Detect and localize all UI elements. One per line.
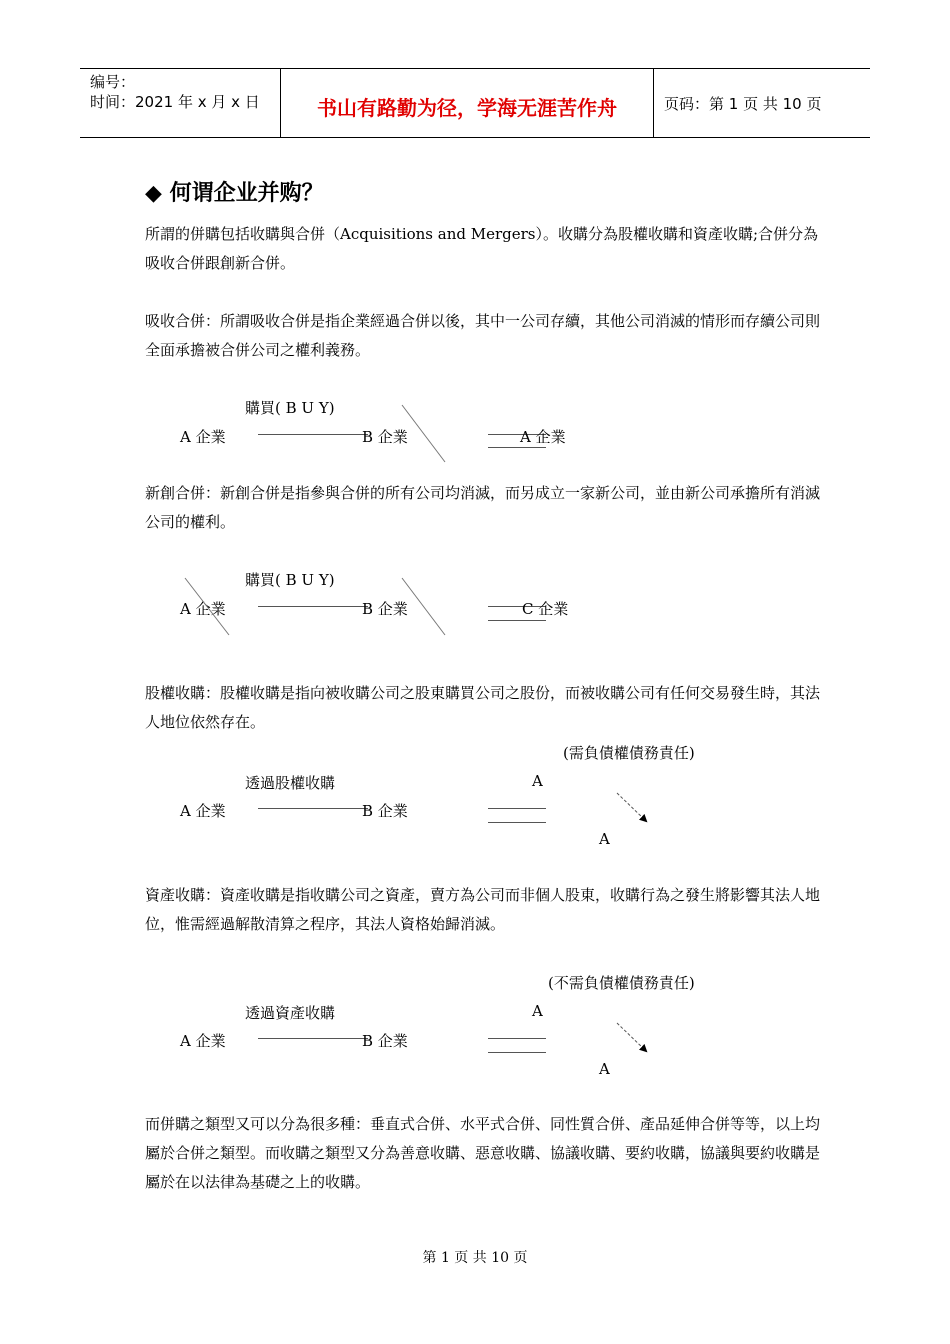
new-paragraph: 新創合併：新創合併是指參與合併的所有公司均消滅，而另成立一家新公司，並由新公司承擔所有消滅公司的權利。 bbox=[145, 484, 821, 531]
types-paragraph: 而併購之類型又可以分為很多種：垂直式合併、水平式合併、同性質合併、產品延伸合併等等，以上均屬於合併之類型。而收購之類型又分為善意收購、惡意收購、協議收購、要約收購，協議與要約收購是屬於在以法律為基礎之上的收購。 bbox=[145, 1115, 821, 1191]
d3-top: A bbox=[532, 772, 543, 790]
number-label: 编号： bbox=[90, 73, 136, 91]
equity-paragraph: 股權收購：股權收購是指向被收購公司之股東購買公司之股份，而被收購公司有任何交易發生時，其法人地位依然存在。 bbox=[145, 684, 821, 731]
d3-from: A 企業 bbox=[180, 802, 226, 820]
d1-from: A 企業 bbox=[180, 428, 226, 446]
d3-note: (需負債權債務責任) bbox=[563, 744, 695, 762]
d3-arrow bbox=[617, 793, 646, 821]
d2-strike-line-a bbox=[185, 578, 229, 635]
title-text: 何谓企业并购？ bbox=[169, 181, 324, 206]
d1-to: B 企業 bbox=[362, 428, 408, 446]
d3-bottom: A bbox=[599, 830, 610, 848]
d3-action: 透過股權收購 bbox=[245, 774, 336, 792]
page-info: 页码：第 1 页 共 10 页 bbox=[664, 95, 822, 113]
d2-to: B 企業 bbox=[362, 600, 408, 618]
d2-result: C 企業 bbox=[522, 600, 569, 618]
intro-paragraph: 所謂的併購包括收購與合併（Acquisitions and Mergers）。收購分為股權收購和資產收購;合併分為吸收合併跟創新合併。 bbox=[145, 225, 819, 272]
d4-top: A bbox=[532, 1002, 543, 1020]
d4-to: B 企業 bbox=[362, 1032, 408, 1050]
d2-from: A 企業 bbox=[180, 600, 226, 618]
motto: 书山有路勤为径，学海无涯苦作舟 bbox=[317, 96, 617, 120]
d4-note: (不需負債權債務責任) bbox=[548, 974, 695, 992]
absorb-paragraph: 吸收合併：所謂吸收合併是指企業經過合併以後，其中一公司存續，其他公司消滅的情形而存續公司則全面承擔被合併公司之權利義務。 bbox=[145, 312, 821, 359]
d4-arrow bbox=[617, 1023, 646, 1051]
page-footer: 第 1 页 共 10 页 bbox=[422, 1250, 528, 1266]
d4-action: 透過資產收購 bbox=[245, 1004, 336, 1022]
time-label: 时间：2021 年 x 月 x 日 bbox=[90, 93, 260, 111]
diamond-bullet-icon: ◆ bbox=[145, 181, 162, 206]
d4-bottom: A bbox=[599, 1060, 610, 1078]
d3-to: B 企業 bbox=[362, 802, 408, 820]
d1-action: 購買( B U Y) bbox=[245, 399, 335, 417]
d1-strike-line bbox=[402, 405, 445, 462]
d2-action: 購買( B U Y) bbox=[245, 571, 335, 589]
d2-strike-line-b bbox=[402, 578, 445, 635]
d4-from: A 企業 bbox=[180, 1032, 226, 1050]
asset-paragraph: 資產收購：資產收購是指收購公司之資產，賣方為公司而非個人股東，收購行為之發生將影響其法人地位，惟需經過解散清算之程序，其法人資格始歸消滅。 bbox=[145, 886, 821, 933]
d1-result: A 企業 bbox=[520, 428, 566, 446]
